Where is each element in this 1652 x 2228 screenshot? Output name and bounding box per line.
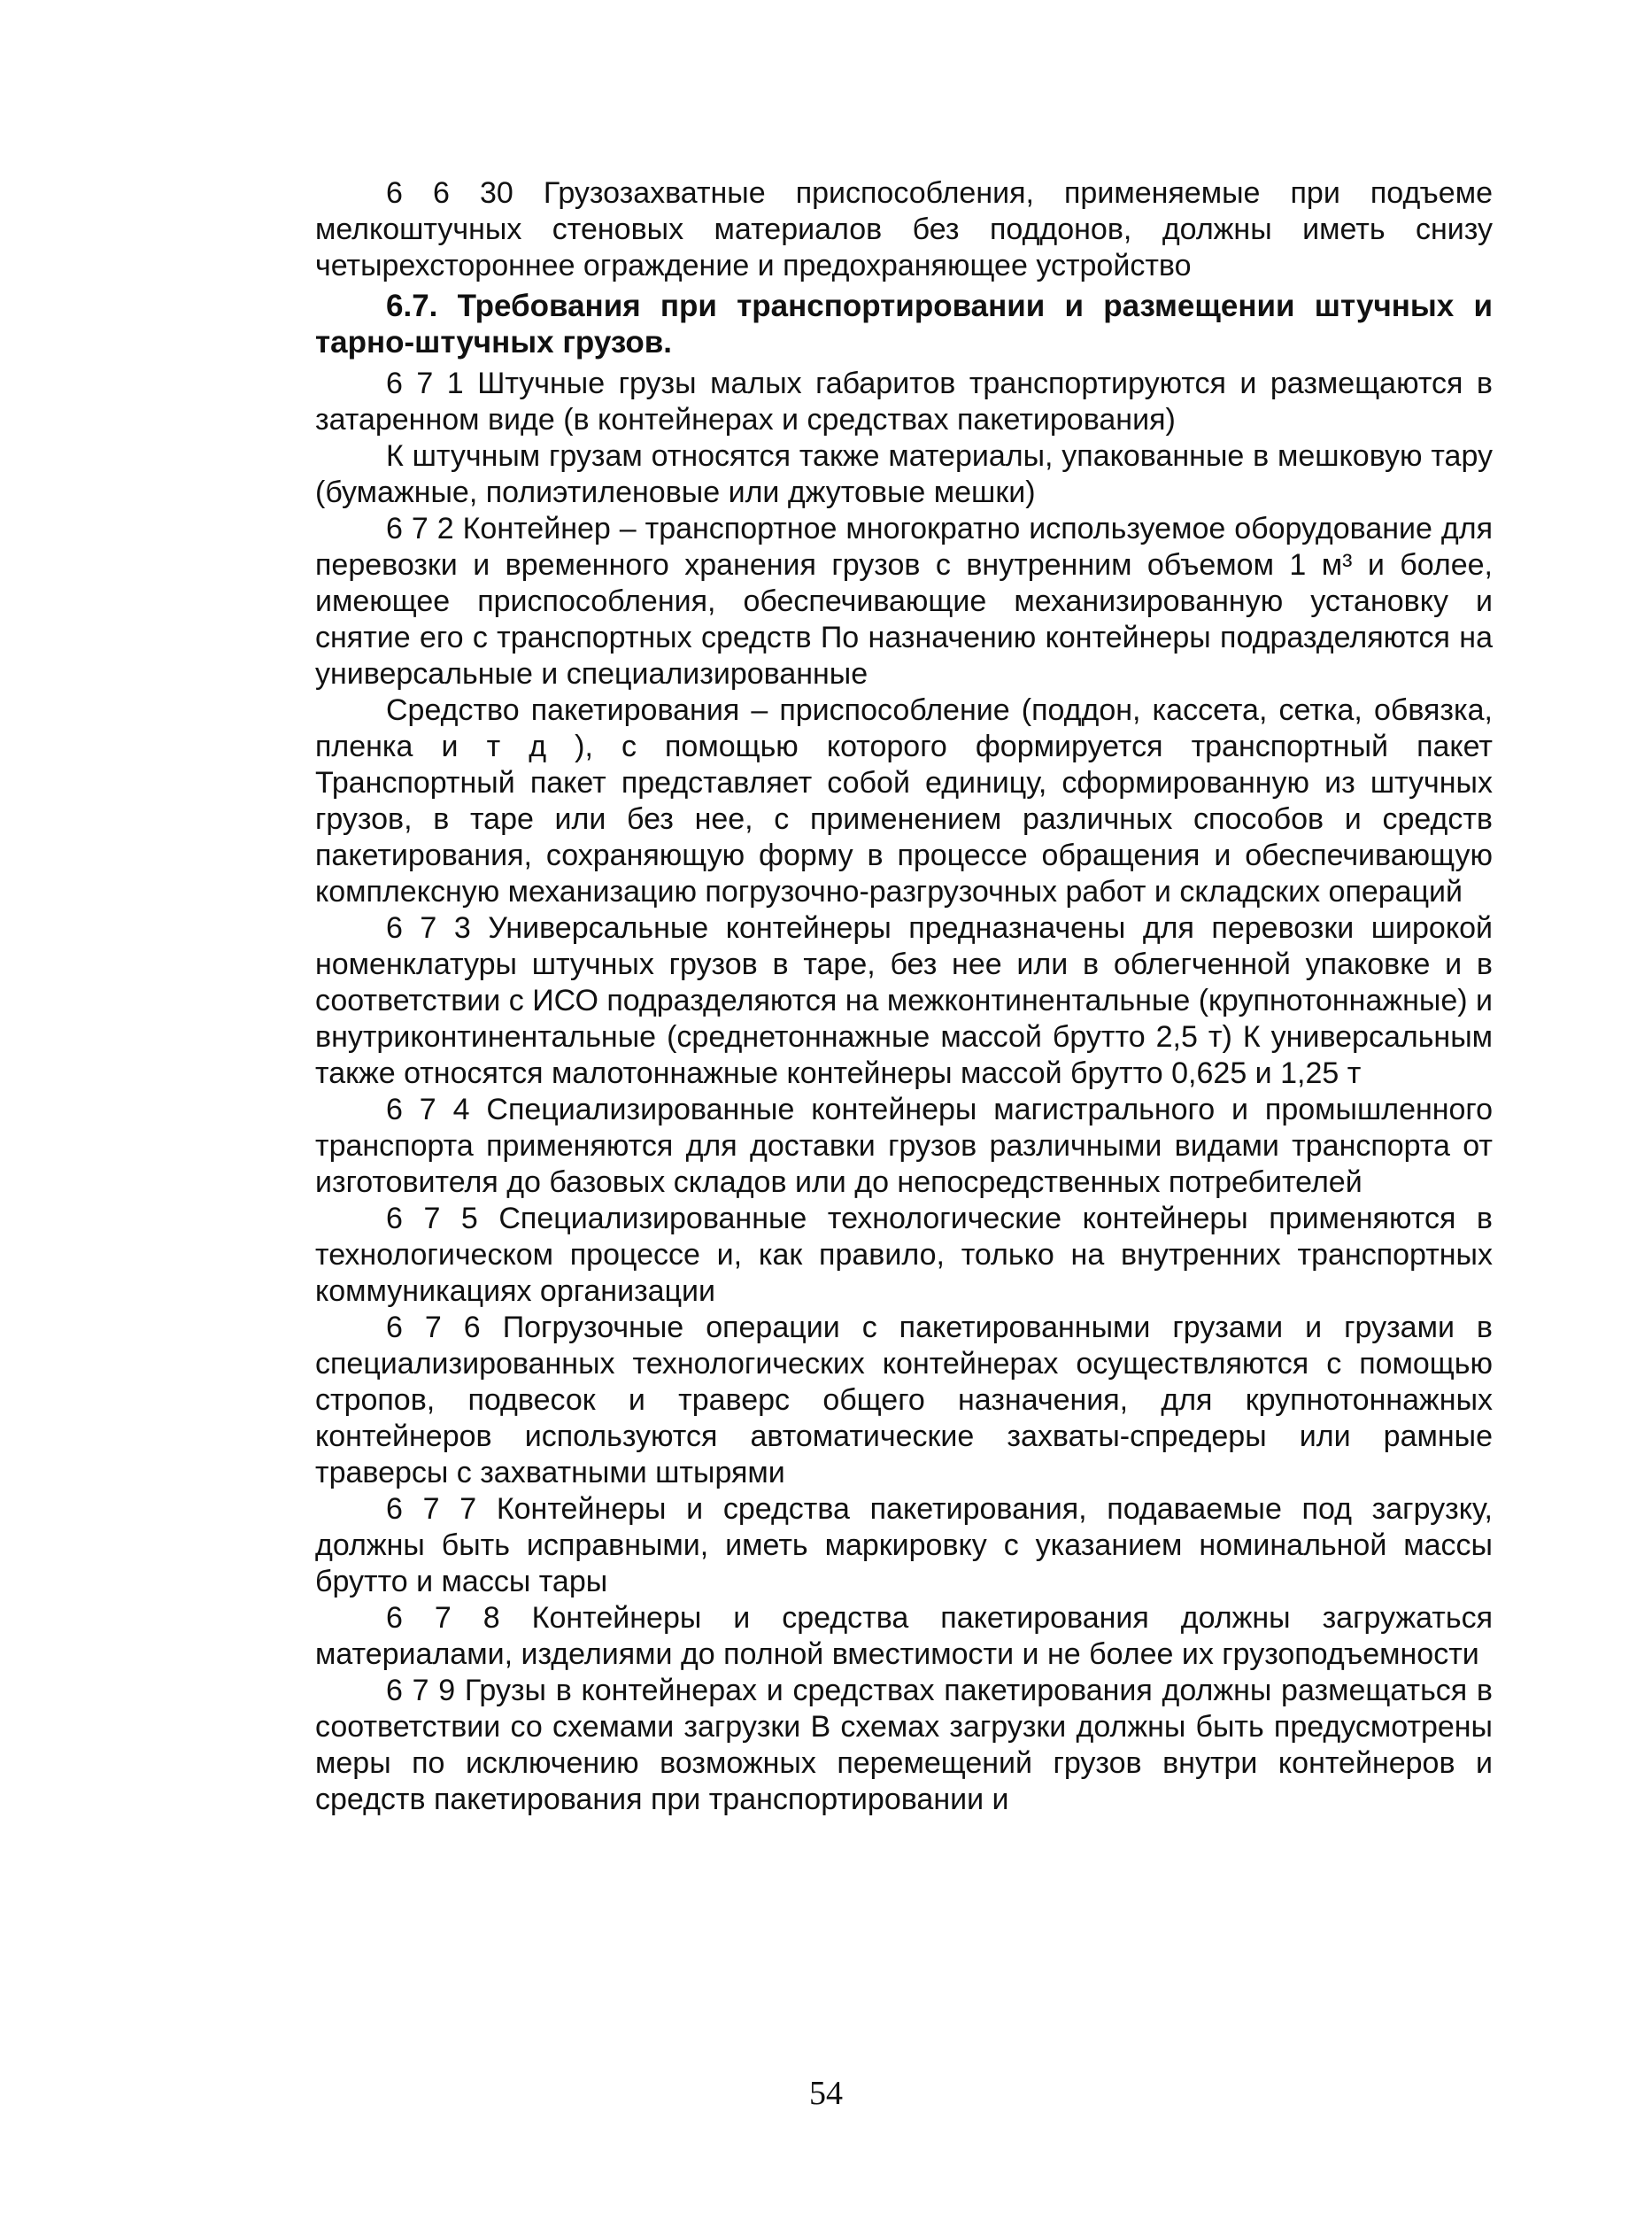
paragraph-6-7-9: 6 7 9 Грузы в контейнерах и средствах пакетирования должны размещаться в соответствии со схемами загрузки В схемах загрузки должны быть предусмотрены меры по исключению возможных перемещений грузов внутри контейнеров и средств пакетирования при транспортировании и (315, 1674, 1493, 1816)
paragraph-6-6-30: 6 6 30 Грузозахватные приспособления, применяемые при подъеме мелкоштучных стеновых материалов без поддонов, должны иметь снизу четырехстороннее ограждение и предохраняющее устройство (315, 176, 1493, 282)
paragraph-6-7-1: 6 7 1 Штучные грузы малых габаритов транспортируются и размещаются в затаренном виде (в контейнерах и средствах пакетирования) (315, 367, 1493, 437)
paragraph-6-7-8: 6 7 8 Контейнеры и средства пакетирования должны загружаться материалами, изделиями до полной вместимости и не более их грузоподъемности (315, 1601, 1493, 1671)
paragraph-6-7-6: 6 7 6 Погрузочные операции с пакетированными грузами и грузами в специализированных технологических контейнерах осуществляются с помощью стропов, подвесок и траверс общего назначения, для крупнотоннажных контейнеров используются автоматические захваты-спредеры или рамные траверсы с захватными штырями (315, 1311, 1493, 1489)
document-body (315, 175, 1493, 1818)
paragraph-bagged-goods: К штучным грузам относятся также материалы, упакованные в мешковую тару (бумажные, полиэтиленовые или джутовые мешки) (315, 439, 1493, 509)
section-heading-6-7: 6.7. Требования при транспортировании и размещении штучных и тарно-штучных грузов. (315, 289, 1493, 360)
page-number: 54 (809, 2075, 843, 2112)
paragraph-6-7-7: 6 7 7 Контейнеры и средства пакетирования, подаваемые под загрузку, должны быть исправными, иметь маркировку с указанием номинальной массы брутто и массы тары (315, 1492, 1493, 1598)
paragraph-6-7-2: 6 7 2 Контейнер – транспортное многократно используемое оборудование для перевозки и временного хранения грузов с внутренним объемом 1 м³ и более, имеющее приспособления, обеспечивающие механизированную установку и снятие его с транспортных средств По назначению контейнеры подразделяются на универсальные и специализированные (315, 512, 1493, 691)
document-page (315, 175, 1493, 1818)
paragraph-6-7-3: 6 7 3 Универсальные контейнеры предназначены для перевозки широкой номенклатуры штучных грузов в таре, без нее или в облегченной упаковке и в соответствии с ИСО подразделяются на межконтинентальные (крупнотоннажные) и внутриконтинентальные (среднетоннажные массой брутто 2,5 т) К универсальным также относятся малотоннажные контейнеры массой брутто 0,625 и 1,25 т (315, 911, 1493, 1090)
paragraph-6-7-4: 6 7 4 Специализированные контейнеры магистрального и промышленного транспорта применяются для доставки грузов различными видами транспорта от изготовителя до базовых складов или до непосредственных потребителей (315, 1093, 1493, 1199)
paragraph-packaging-means: Средство пакетирования – приспособление (поддон, кассета, сетка, обвязка, пленка и т д ), с помощью которого формируется транспортный пакет Транспортный пакет представляет собой единицу, сформированную из штучных грузов, в таре или без нее, с применением различных способов и средств пакетирования, сохраняющую форму в процессе обращения и обеспечивающую комплексную механизацию погрузочно-разгрузочных работ и складских операций (315, 693, 1493, 909)
paragraph-6-7-5: 6 7 5 Специализированные технологические контейнеры применяются в технологическом процессе и, как правило, только на внутренних транспортных коммуникациях организации (315, 1202, 1493, 1308)
